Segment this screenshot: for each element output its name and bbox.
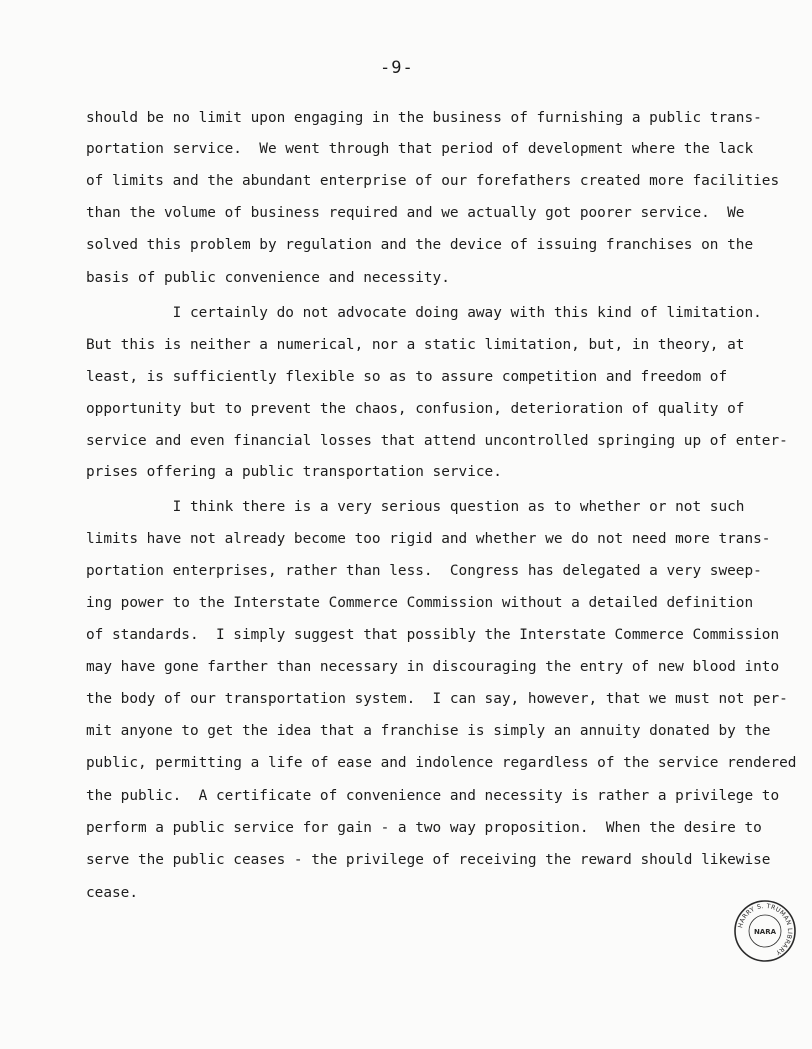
text-line: basis of public convenience and necessity. [86, 270, 450, 286]
text-line: ing power to the Interstate Commerce Commission without a detailed definition [86, 595, 754, 611]
text-line: But this is neither a numerical, nor a static limitation, but, in theory, at [86, 337, 745, 353]
stamp-ring-text: HARRY S. TRUMAN LIBRARY [737, 902, 794, 956]
text-line: cease. [86, 885, 138, 901]
text-line: I think there is a very serious question as to whether or not such [86, 499, 745, 515]
text-line: public, permitting a life of ease and indolence regardless of the service rendered [86, 755, 797, 771]
text-line: service and even financial losses that attend uncontrolled springing up of enter- [86, 433, 788, 449]
text-line: may have gone farther than necessary in discouraging the entry of new blood into [86, 659, 780, 675]
text-line: the body of our transportation system. I can say, however, that we must not per- [86, 691, 788, 707]
text-line: portation enterprises, rather than less. Congress has delegated a very sweep- [86, 563, 762, 579]
text-line: I certainly do not advocate doing away with this kind of limitation. [86, 305, 762, 321]
stamp-center-text: NARA [753, 928, 777, 936]
text-line: prises offering a public transportation service. [86, 464, 502, 480]
text-line: of limits and the abundant enterprise of our forefathers created more facilities [86, 173, 780, 189]
text-line: should be no limit upon engaging in the business of furnishing a public trans- [86, 110, 762, 126]
text-line: mit anyone to get the idea that a franchise is simply an annuity donated by the [86, 723, 771, 739]
text-line: perform a public service for gain - a two way proposition. When the desire to [86, 820, 762, 836]
text-line: least, is sufficiently flexible so as to assure competition and freedom of [86, 369, 728, 385]
text-line: portation service. We went through that period of development where the lack [86, 141, 754, 157]
text-line: serve the public ceases - the privilege of receiving the reward should likewise [86, 852, 771, 868]
text-line: of standards. I simply suggest that possibly the Interstate Commerce Commission [86, 627, 780, 643]
text-line: than the volume of business required and we actually got poorer service. We [86, 205, 745, 221]
text-line: the public. A certificate of convenience and necessity is rather a privilege to [86, 788, 780, 804]
library-stamp-seal [733, 899, 797, 963]
text-line: opportunity but to prevent the chaos, confusion, deterioration of quality of [86, 401, 745, 417]
text-line: solved this problem by regulation and the device of issuing franchises on the [86, 237, 754, 253]
text-line: limits have not already become too rigid and whether we do not need more trans- [86, 531, 771, 547]
page-number: -9- [380, 58, 414, 78]
